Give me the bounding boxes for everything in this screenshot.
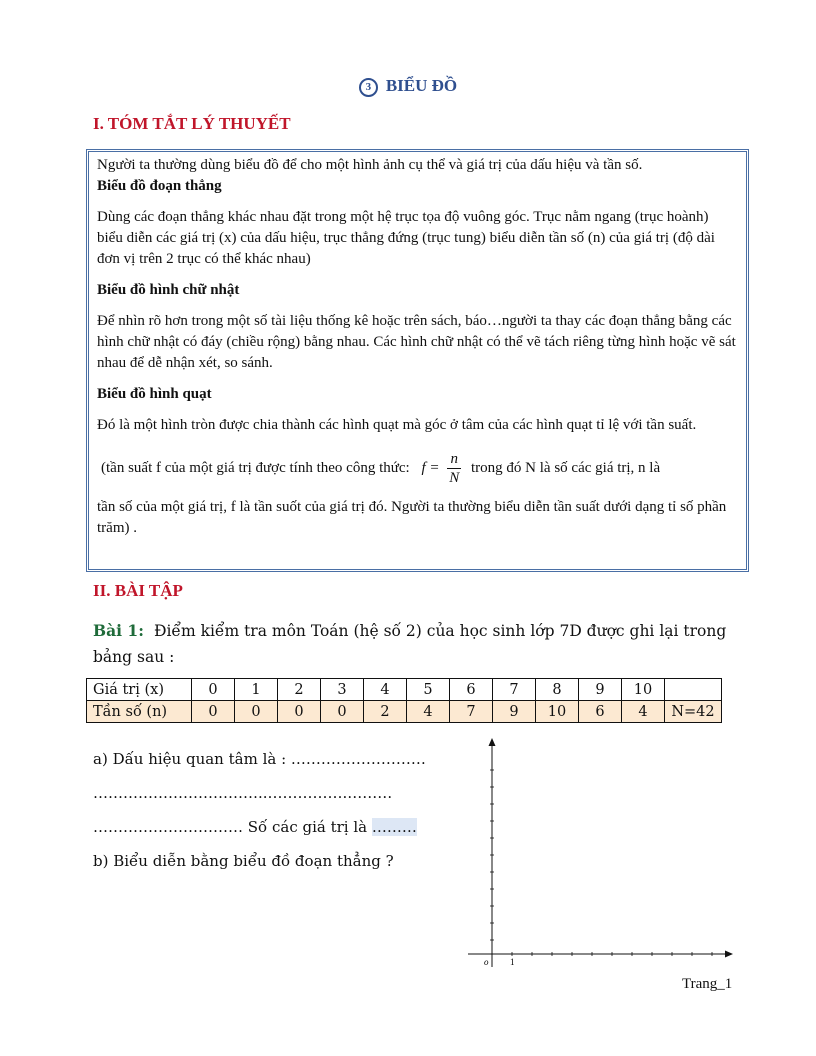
formula-intro: (tần suất f của một giá trị được tính theo công thức: — [101, 459, 410, 476]
rect-chart-title: Biểu đồ hình chữ nhật — [97, 282, 240, 298]
total-count-cell: N=42 — [665, 701, 722, 723]
value-cell: 6 — [450, 679, 493, 701]
table-row-values — [87, 679, 722, 701]
section-heading-theory: I. TÓM TẮT LÝ THUYẾT — [93, 114, 291, 133]
value-cell: 9 — [579, 679, 622, 701]
freq-cell: 4 — [622, 701, 665, 723]
freq-cell: 0 — [278, 701, 321, 723]
formula-numerator: n — [447, 450, 461, 469]
segment-chart-text: Dùng các đoạn thẳng khác nhau đặt trong một hệ trục tọa độ vuông góc. Trục nằm ngang (trục hoành) biểu diễn các giá trị (x) của dấu hiệu, trục thẳng đứng (trục tung) biểu diễn tần số (n) của giá trị (độ dài đơn vị trên 2 trục có thể khác nhau) — [97, 209, 715, 267]
freq-row-label: Tần số (n) — [87, 701, 192, 723]
formula-continuation: tần số của một giá trị, f là tần suốt của giá trị đó. Người ta thường biểu diễn tần suất dưới dạng tỉ số phần trăm) . — [97, 499, 727, 536]
exercise-label: Bài 1: — [93, 621, 144, 640]
value-cell: 10 — [622, 679, 665, 701]
formula-lhs: f = — [421, 459, 440, 476]
value-cell: 2 — [278, 679, 321, 701]
pie-chart-title: Biểu đồ hình quạt — [97, 386, 212, 402]
page-title — [0, 76, 816, 97]
freq-cell: 2 — [364, 701, 407, 723]
rect-chart-text: Để nhìn rõ hơn trong một số tài liệu thống kê hoặc trên sách, báo…người ta thay các đoạn thẳng bằng các hình chữ nhật có đáy (chiều rộng) bằng nhau. Các hình chữ nhật có thể vẽ tách riêng từng hình hoặc vẽ sát nhau để dễ nhận xét, so sánh. — [97, 313, 736, 371]
value-cell: 7 — [493, 679, 536, 701]
frequency-table — [86, 678, 722, 723]
formula-denominator: N — [449, 470, 460, 486]
frequency-formula — [421, 450, 461, 487]
theory-box — [86, 149, 749, 572]
freq-cell: 0 — [321, 701, 364, 723]
formula-line — [97, 450, 738, 487]
value-cell: 4 — [364, 679, 407, 701]
freq-cell: 4 — [407, 701, 450, 723]
value-cell: 5 — [407, 679, 450, 701]
value-cell: 3 — [321, 679, 364, 701]
page-number: Trang_1 — [682, 976, 733, 992]
question-a-line2: ……………………………..…………….……… — [93, 784, 393, 802]
value-cell: 8 — [536, 679, 579, 701]
freq-cell: 10 — [536, 701, 579, 723]
question-a: a) Dấu hiệu quan tâm là : ……………………… — [93, 750, 426, 768]
title-number-badge: 3 — [359, 78, 378, 97]
freq-cell: 0 — [192, 701, 235, 723]
exercise-1 — [93, 618, 733, 670]
formula-explanation: trong đó N là số các giá trị, n là — [471, 459, 661, 476]
x-axis-arrow-icon — [725, 951, 733, 958]
title-text: BIỂU ĐỒ — [385, 76, 458, 95]
exercise-text: Điểm kiểm tra môn Toán (hệ số 2) của học sinh lớp 7D được ghi lại trong bảng sau : — [93, 622, 727, 666]
freq-cell: 0 — [235, 701, 278, 723]
value-cell: 0 — [192, 679, 235, 701]
value-row-label: Giá trị (x) — [87, 679, 192, 701]
questions-block — [93, 742, 453, 878]
unit-label: 1 — [510, 957, 515, 967]
freq-cell: 7 — [450, 701, 493, 723]
question-b: b) Biểu diễn bằng biểu đồ đoạn thẳng ? — [93, 852, 394, 870]
pie-chart-text: Đó là một hình tròn được chia thành các hình quạt mà góc ở tâm của các hình quạt tỉ lệ với tần suất. — [97, 417, 697, 433]
value-cell: 1 — [235, 679, 278, 701]
value-row-empty-cell — [665, 679, 722, 701]
origin-label: o — [484, 957, 489, 967]
section-heading-exercises: II. BÀI TẬP — [93, 581, 183, 600]
formula-fraction — [447, 450, 461, 487]
y-axis-arrow-icon — [489, 738, 496, 746]
freq-cell: 9 — [493, 701, 536, 723]
segment-chart-title: Biểu đồ đoạn thẳng — [97, 178, 222, 194]
table-row-frequencies — [87, 701, 722, 723]
value-count-answer-field[interactable]: ……… — [371, 818, 417, 836]
freq-cell: 6 — [579, 701, 622, 723]
blank-coordinate-axes — [460, 735, 740, 975]
value-count-prompt: ………………………… Số các giá trị là — [93, 818, 368, 836]
question-a-line3 — [93, 810, 453, 844]
theory-intro: Người ta thường dùng biểu đồ để cho một hình ảnh cụ thể và giá trị của dấu hiệu và tần số. — [97, 157, 643, 173]
